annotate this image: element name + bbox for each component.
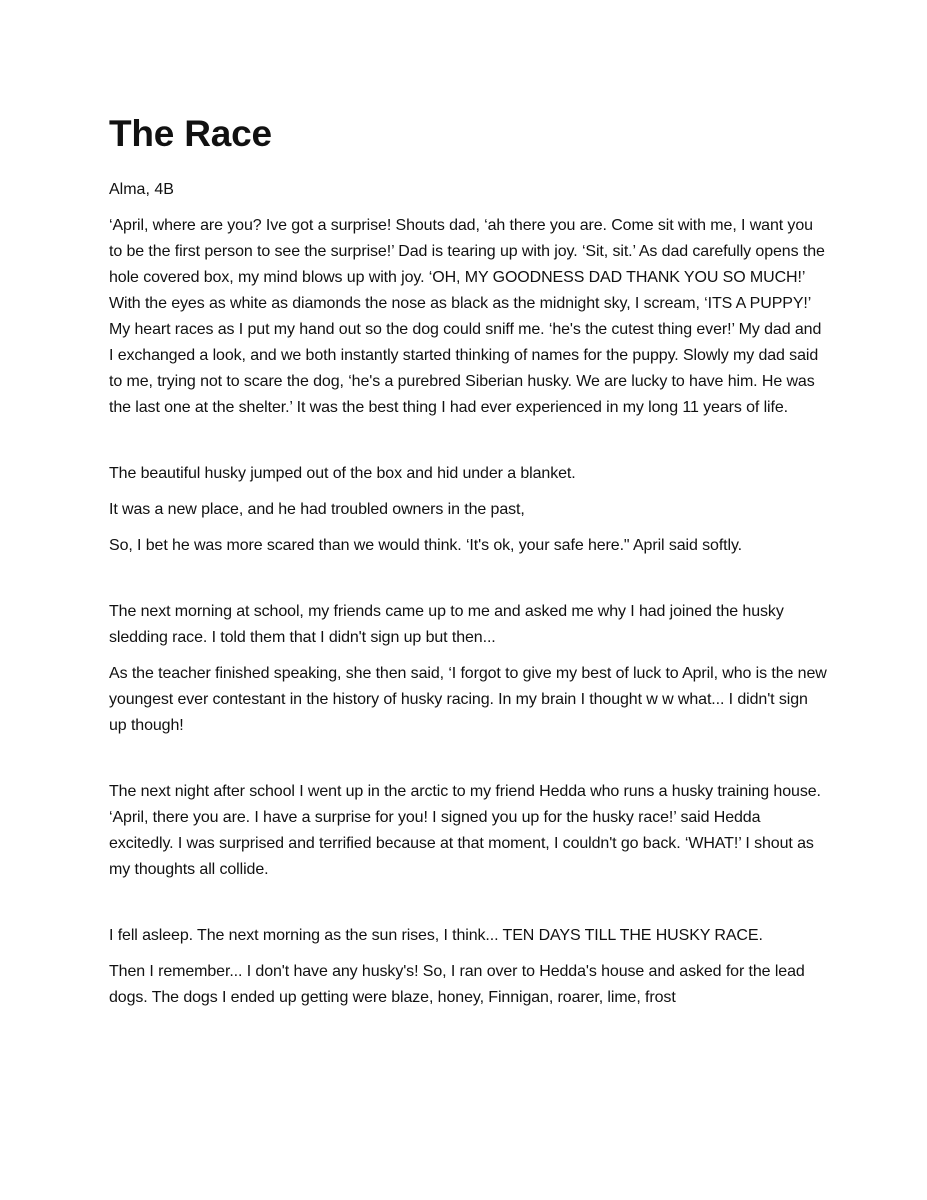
paragraph: It was a new place, and he had troubled owners in the past, [109, 501, 525, 518]
paragraph-spacer [109, 569, 829, 599]
paragraph: So, I bet he was more scared than we would think. ‘It's ok, your safe here." April said softly. [109, 537, 743, 554]
paragraph: ‘April, where are you? Ive got a surprise! Shouts dad, ‘ah there you are. Come sit with me, I want you to be the first person to see the surprise!’ Dad is tearing up with joy. ‘Sit, sit.’ As dad carefully opens the hole covered box, my mind blows up with joy. ‘OH, MY GOODNESS DAD THANK YOU SO MUCH!’ With the eyes as white as diamonds the nose as black as the midnight sky, I scream, ‘ITS A PUPPY!’ My heart races as I put my hand out so the dog could sniff me. ‘he's the cutest thing ever!’ My dad and I exchanged a look, and we both instantly started thinking of names for the puppy. Slowly my dad said to me, trying not to scare the dog, ‘he's a purebred Siberian husky. We are lucky to have him. He was the last one at the shelter.’ It was the best thing I had ever experienced in my long 11 years of life. [109, 217, 825, 416]
paragraph-spacer [109, 749, 829, 779]
paragraph: The next night after school I went up in the arctic to my friend Hedda who runs a husky training house. ‘April, there you are. I have a surprise for you! I signed you up for the husky race!’ said Hedda excitedly. I was surprised and terrified because at that moment, I couldn't go back. ‘WHAT!’ I shout as my thoughts all collide. [109, 783, 821, 878]
paragraph-spacer [109, 893, 829, 923]
paragraph: As the teacher finished speaking, she then said, ‘I forgot to give my best of luck to April, who is the new youngest ever contestant in the history of husky racing. In my brain I thought w w what... I didn't sign up though! [109, 665, 827, 734]
document-title: The Race [109, 113, 272, 154]
paragraph: The next morning at school, my friends came up to me and asked me why I had joined the husky sledding race. I told them that I didn't sign up but then... [109, 603, 784, 646]
paragraph: Then I remember... I don't have any husky's! So, I ran over to Hedda's house and asked for the lead dogs. The dogs I ended up getting were blaze, honey, Finnigan, roarer, lime, frost [109, 963, 805, 1006]
paragraph: I fell asleep. The next morning as the sun rises, I think... TEN DAYS TILL THE HUSKY RACE. [109, 927, 763, 944]
paragraph-spacer [109, 431, 829, 461]
document-page [109, 108, 829, 1021]
author-line: Alma, 4B [109, 181, 174, 198]
paragraph: The beautiful husky jumped out of the box and hid under a blanket. [109, 465, 576, 482]
